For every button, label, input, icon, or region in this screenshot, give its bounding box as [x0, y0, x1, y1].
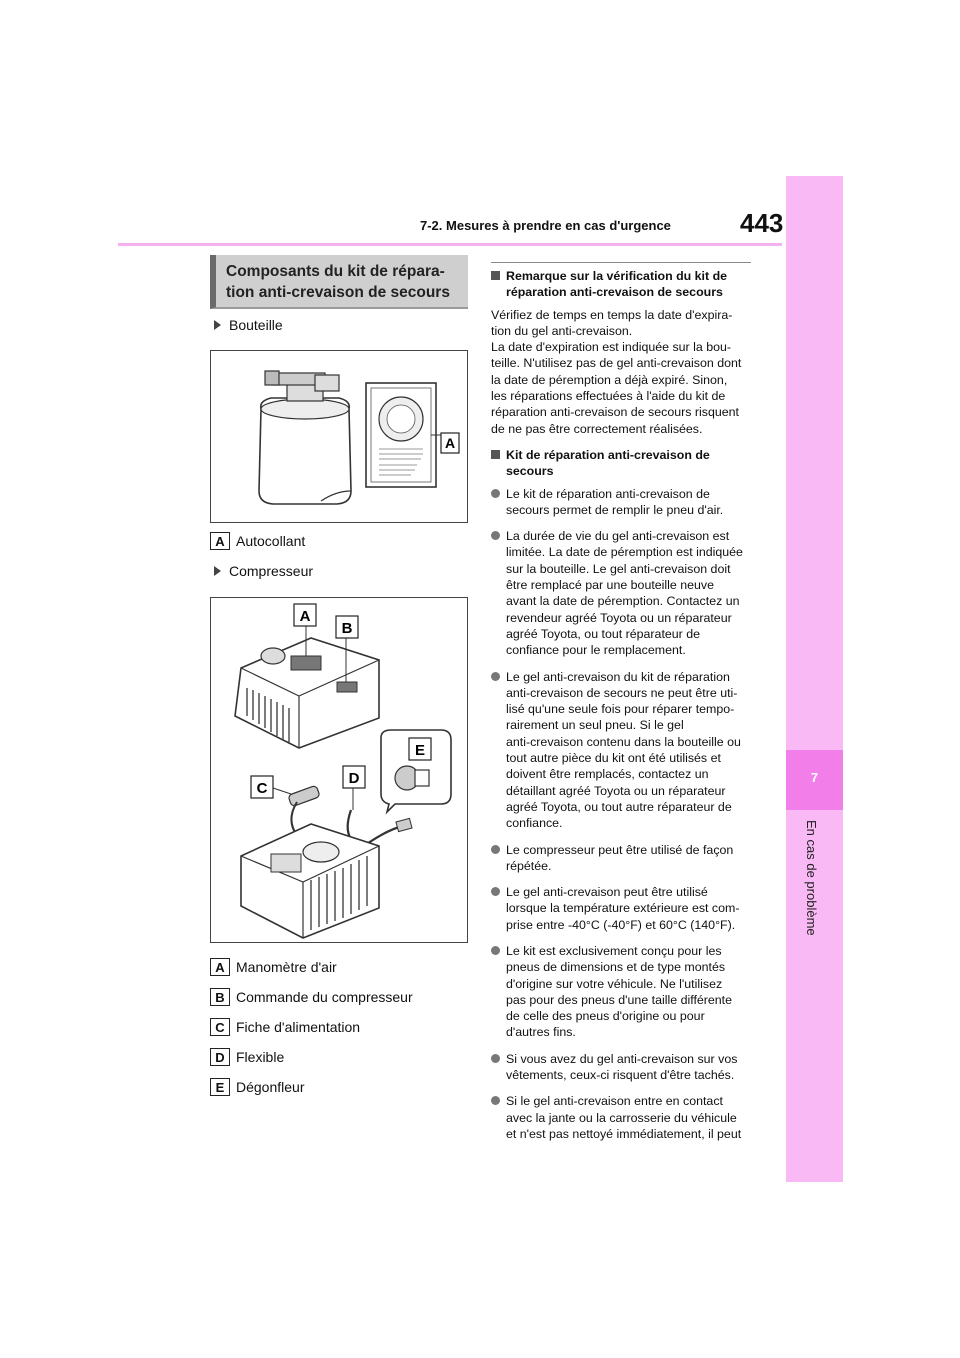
notes-heading-2-text: Kit de réparation anti-crevaison de secours: [506, 447, 710, 479]
arrow-icon: [214, 320, 221, 330]
chapter-side-tab: [786, 176, 843, 1182]
square-bullet-icon: [491, 271, 500, 280]
bullet-dot-icon: [491, 672, 500, 681]
notes-paragraph: Vérifiez de temps en temps la date d'expira- tion du gel anti-crevaison. La date d'expiration est indiquée sur la bou- teille. N'utilisez pas de gel anti-crevaison dont la date de péremption a déjà expiré. Sinon, les réparations effectuées à l'aide du kit de réparation anti-crevaison de secours risquent de ne pas être correctement réalisées.: [491, 307, 742, 436]
notes-separator: [491, 262, 751, 263]
compressor-label-e: [210, 1072, 413, 1102]
bullet-dot-icon: [491, 531, 500, 540]
compressor-figure: [210, 597, 468, 943]
square-bullet-icon: [491, 450, 500, 459]
compressor-legend: [210, 952, 413, 1102]
section-title: Composants du kit de répara- tion anti-crevaison de secours: [226, 263, 450, 301]
bullet-dot-icon: [491, 845, 500, 854]
bottle-illustration: [211, 351, 467, 522]
compressor-label-d: [210, 1042, 413, 1072]
note-bullet: [491, 669, 751, 832]
note-bullet-text: Si le gel anti-crevaison entre en contact avec la jante ou la carrosserie du véhicule et n'est pas nettoyé immédiatement, il peut: [506, 1094, 742, 1141]
label-text: Flexible: [236, 1049, 285, 1065]
note-bullet-text: La durée de vie du gel anti-crevaison est limitée. La date de péremption est indiquée sur la bouteille. Le gel anti-crevaison doit être remplacé par une bouteille neuve avant la date de péremption. Contactez un revendeur agréé Toyota ou un réparateur agréé Toyota, ou tout réparateur de confiance pour le remplacement.: [506, 529, 743, 658]
bottle-callout-a: A: [444, 435, 456, 451]
compressor-label-a: [210, 952, 413, 982]
notes-heading-2: [491, 447, 751, 480]
chapter-title-text: En cas de problème: [804, 820, 819, 936]
compressor-heading: [214, 563, 313, 579]
bullet-dot-icon: [491, 1054, 500, 1063]
note-bullet: [491, 842, 751, 875]
bottle-label-a: [210, 532, 305, 550]
note-bullet-text: Le gel anti-crevaison du kit de réparation anti-crevaison de secours ne peut être uti- lisé qu'une seule fois pour réparer tempo- rairement un seul pneu. Si le gel anti-crevaison contenu dans la bouteille ou tout autre pièce du kit ont été utilisés et doivent être remplacés, contactez un détaillant agréé Toyota ou un réparateur agréé Toyota, ou tout autre réparateur de confiance.: [506, 669, 741, 831]
compressor-callout-a: A: [299, 608, 311, 625]
bottle-heading-text: Bouteille: [229, 317, 283, 333]
note-bullet-text: Le kit est exclusivement conçu pour les pneus de dimensions et de type montés d'origine sur votre véhicule. Ne l'utilisez pas pour des pneus d'une taille différente de celle des pneus d'origine ou pour d'autres fins.: [506, 943, 733, 1040]
bullet-dot-icon: [491, 489, 500, 498]
note-bullet-text: Si vous avez du gel anti-crevaison sur vos vêtements, ceux-ci risquent d'être tachés.: [506, 1051, 738, 1083]
compressor-label-b: [210, 982, 413, 1012]
note-bullet: [491, 943, 751, 1041]
note-bullet: [491, 486, 751, 519]
bottle-figure: [210, 350, 468, 523]
bullet-dot-icon: [491, 887, 500, 896]
chapter-title: [804, 820, 824, 1020]
label-text: Commande du compresseur: [236, 989, 413, 1005]
chapter-number: 7: [810, 770, 819, 785]
running-header: 7-2. Mesures à prendre en cas d'urgence: [420, 218, 671, 233]
note-bullet: [491, 1051, 751, 1084]
label-letter: A: [210, 532, 230, 550]
label-letter: E: [210, 1078, 230, 1096]
label-text: Fiche d'alimentation: [236, 1019, 361, 1035]
notes-heading-1: [491, 268, 751, 301]
header-rule: [118, 243, 782, 246]
bullet-dot-icon: [491, 946, 500, 955]
label-text: Dégonfleur: [236, 1079, 305, 1095]
compressor-callout-d: D: [348, 770, 360, 787]
notes-column: [491, 262, 751, 1152]
label-text: Manomètre d'air: [236, 959, 337, 975]
label-letter: D: [210, 1048, 230, 1066]
notes-heading-1-text: Remarque sur la vérification du kit de réparation anti-crevaison de secours: [506, 269, 728, 300]
bottle-heading: [214, 317, 283, 333]
arrow-icon: [214, 566, 221, 576]
note-bullet: [491, 1093, 751, 1142]
bullet-dot-icon: [491, 1096, 500, 1105]
page-number: 443: [740, 208, 784, 238]
compressor-callout-b: B: [341, 620, 353, 637]
compressor-callout-e: E: [414, 742, 426, 759]
note-bullet: [491, 884, 751, 933]
note-bullet-text: Le kit de réparation anti-crevaison de secours permet de remplir le pneu d'air.: [506, 486, 724, 517]
note-bullet-text: Le compresseur peut être utilisé de façon répétée.: [506, 842, 734, 873]
label-letter: C: [210, 1018, 230, 1036]
compressor-label-c: [210, 1012, 413, 1042]
section-title-box: [210, 255, 468, 309]
note-bullet-text: Le gel anti-crevaison peut être utilisé lorsque la température extérieure est com- prise entre -40°C (-40°F) et 60°C (140°F).: [506, 885, 740, 932]
label-letter: A: [210, 958, 230, 976]
label-text: Autocollant: [236, 533, 306, 549]
compressor-callout-c: C: [256, 780, 268, 797]
label-letter: B: [210, 988, 230, 1006]
note-bullet: [491, 528, 751, 658]
compressor-illustration: [211, 598, 467, 942]
compressor-heading-text: Compresseur: [229, 563, 314, 579]
